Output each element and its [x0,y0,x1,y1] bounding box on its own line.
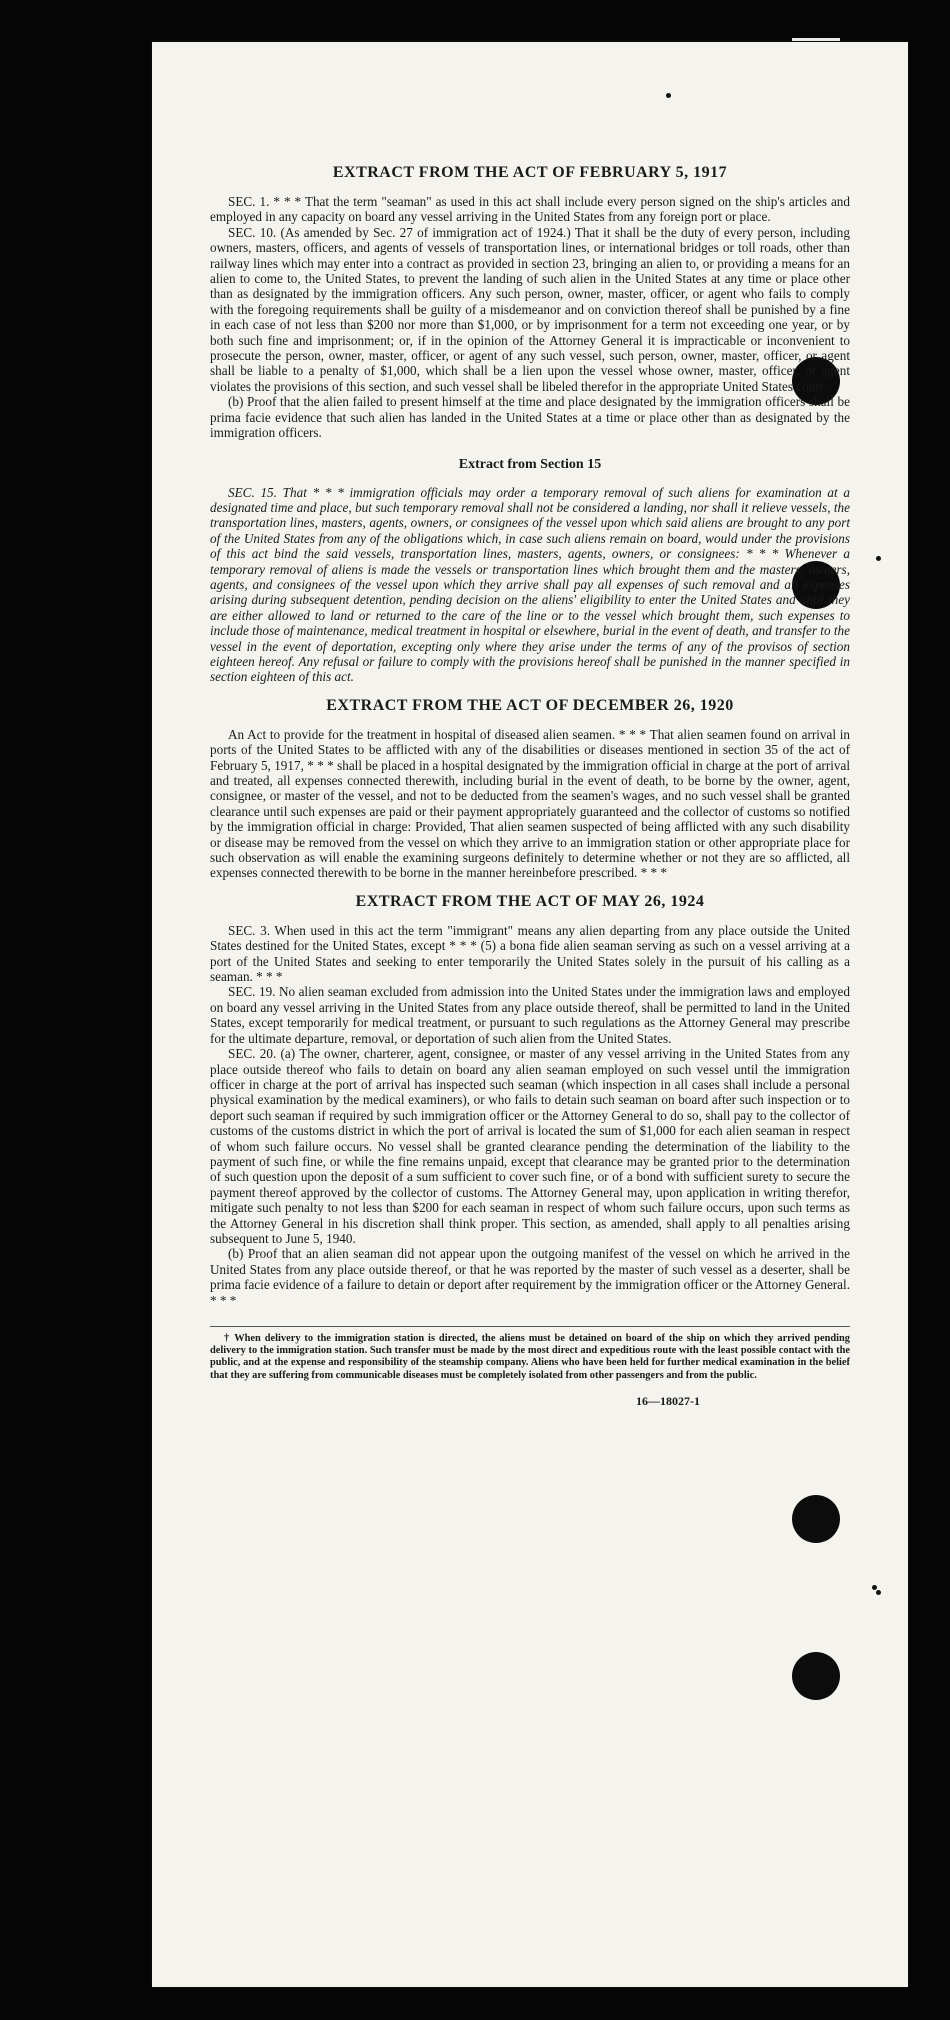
section-paragraph: SEC. 19. No alien seaman excluded from admission into the United States under the immigration laws and employed on board any vessel arriving in the United States from any place outside thereof, shall be permitted to land in the United States, except temporarily for medical treatment, or pursuant to such regulations as the Attorney General may prescribe for the ultimate departure, removal, or deportation of such alien from the United States. [210,984,850,1046]
section-paragraph: (b) Proof that an alien seaman did not appear upon the outgoing manifest of the vessel on which he arrived in the United States from any place outside thereof, or that he was reported by the master of such vessel as a deserter, shall be prima facie evidence of a failure to detain or deport after requirement by the immigration officer or the Attorney General. * * * [210,1246,850,1308]
document-page [152,42,908,1987]
section-heading: EXTRACT FROM THE ACT OF FEBRUARY 5, 1917 [332,164,728,181]
punch-hole [792,1652,840,1700]
speck [666,93,671,98]
section-paragraph: (b) Proof that the alien failed to present himself at the time and place designated by the immigration officers shall be prima facie evidence that such alien has landed in the United States at a time or place other than as designated by the immigration officers. [210,394,850,441]
section-paragraph-italic: SEC. 15. That * * * immigration officials may order a temporary removal of such aliens for examination at a designated time and place, but such temporary removal shall not be considered a landing, nor shall it relieve vessels, the transportation lines, masters, agents, owners, or consignees of the vessel upon which said aliens are brought to any port of the United States from any of the obligations which, in case such aliens remain on board, would under the provisions of this act bind the said vessels, transportation lines, masters, agents, owners, or consignees: * * * Whenever a temporary removal of aliens is made the vessels or transportation lines which brought them and the masters, owners, agents, and consignees of the vessel upon which they arrive shall pay all expenses of such removal and all expenses arising during subsequent detention, pending decision on the aliens' eligibility to enter the United States and until they are either allowed to land or returned to the care of the line or to the vessel which brought them, such expenses to include those of maintenance, medical treatment in hospital or elsewhere, burial in the event of death, and transfer to the vessel in the event of deportation, excepting only where they arise under the terms of any of the provisos of section eighteen hereof. Any refusal or failure to comply with the provisions hereof shall be punished in the manner specified in section eighteen of this act. [210,484,850,685]
section-paragraph: SEC. 3. When used in this act the term "immigrant" means any alien departing from any place outside the United States destined for the United States, except * * * (5) a bona fide alien seaman serving as such on a vessel arriving at a port of the United States and seeking to enter temporarily the United States solely in the pursuit of his calling as a seaman. * * * [210,922,850,985]
section-paragraph: SEC. 20. (a) The owner, charterer, agent, consignee, or master of any vessel arriving in the United States from any place outside thereof who fails to detain on board any alien seaman employed on such vessel until the immigration officer in charge at the port of arrival has inspected such seaman (which inspection in all cases shall include a personal physical examination by the medical examiners), or who fails to detain such seaman on board after such inspection or to deport such seaman if required by such immigration officer or the Attorney General to do so, shall pay to the collector of customs of the customs district in which the port of arrival is located the sum of $1,000 for each alien seaman in respect of whom such failure occurs. No vessel shall be granted clearance pending the determination of the liability to the payment of such fine, or while the fine remains unpaid, except that clearance may be granted prior to the determination of such question upon the deposit of a sum sufficient to cover such fine, or of a bond with sufficient surety to secure the payment thereof approved by the collector of customs. The Attorney General may, upon application in writing therefor, mitigate such penalty to not less than $200 for each seaman in respect of whom such failure occurs, upon such terms as the Attorney General in his discretion shall think proper. This section, as amended, shall apply to all penalties arising subsequent to June 5, 1940. [210,1046,850,1246]
section-paragraph: SEC. 1. * * * That the term "seaman" as used in this act shall include every person signed on the ship's articles and employed in any capacity on board any vessel arriving in the United States from any foreign port or place. [210,194,850,225]
section-heading: EXTRACT FROM THE ACT OF DECEMBER 26, 1920 [326,696,734,714]
footnote-text: † When delivery to the immigration station is directed, the aliens must be detained on board of the ship on which they arrived pending delivery to the immigration station. Such transfer must be made by the most direct and expeditious route with the least possible contact with the public, and at the expense and responsibility of the steamship company. Aliens who have been held for further medical examination in the belief that they are suffering from communicable diseases must be completely isolated from other passengers and from the public. [210,1333,850,1381]
speck [876,556,881,561]
section-heading: EXTRACT FROM THE ACT OF MAY 26, 1924 [355,892,705,910]
section-subheading: Extract from Section 15 [458,456,602,472]
document-number: 16—18027-1 [636,1393,700,1408]
punch-hole [792,1495,840,1543]
footnote [210,1326,850,1382]
speck [872,1585,877,1590]
section-paragraph: SEC. 10. (As amended by Sec. 27 of immigration act of 1924.) That it shall be the duty of every person, including owners, masters, officers, and agents of vessels of transportation lines, or international bridges or toll roads, other than railway lines which may enter into a contract as provided in section 23, bringing an alien to, or providing a means for an alien to come to, the United States, to prevent the landing of such alien in the United States at any time or place other than as designated by the immigration officers. Any such person, owner, master, officer, or agent who fails to comply with the foregoing requirements shall be guilty of a misdemeanor and on conviction thereof shall be punished by a fine in each case of not less than $200 nor more than $1,000, or by imprisonment for a term not exceeding one year, or by both such fine and imprisonment; or, if in the opinion of the Attorney General it is impracticable or inconvenient to prosecute the person, owner, master, officer, or agent of any such vessel, such person, owner, master, officer, or agent shall be liable to a penalty of $1,000, which shall be a lien upon the vessel whose owner, master, officer, or agent violates the provisions of this section, and such vessel shall be libeled therefor in the appropriate United States court. [210,224,850,394]
section-paragraph: An Act to provide for the treatment in hospital of diseased alien seamen. * * * That alien seamen found on arrival in ports of the United States to be afflicted with any of the disabilities or diseases mentioned in section 35 of the act of February 5, 1917, * * * shall be placed in a hospital designated by the immigration official in charge at the port of arrival and treated, all expenses connected therewith, including burial in the event of death, to be borne by the owner, agent, consignee, or master of the vessel, and not to be deducted from the seamen's wages, and no such vessel shall be granted clearance until such expenses are paid or their payment appropriately guaranteed and the collector of customs so notified by the immigration official in charge: Provided, That alien seamen suspected of being afflicted with any such disability or disease may be removed from the vessel on which they arrive to an immigration station or other appropriate place for such observation as will enable the examining surgeons definitely to determine whether or not they are so afflicted, all expenses connected therewith to be borne in the manner hereinbefore prescribed. * * * [210,726,850,881]
speck [876,1590,881,1595]
document-body [210,152,850,1409]
scan-edge-mark [792,38,840,41]
